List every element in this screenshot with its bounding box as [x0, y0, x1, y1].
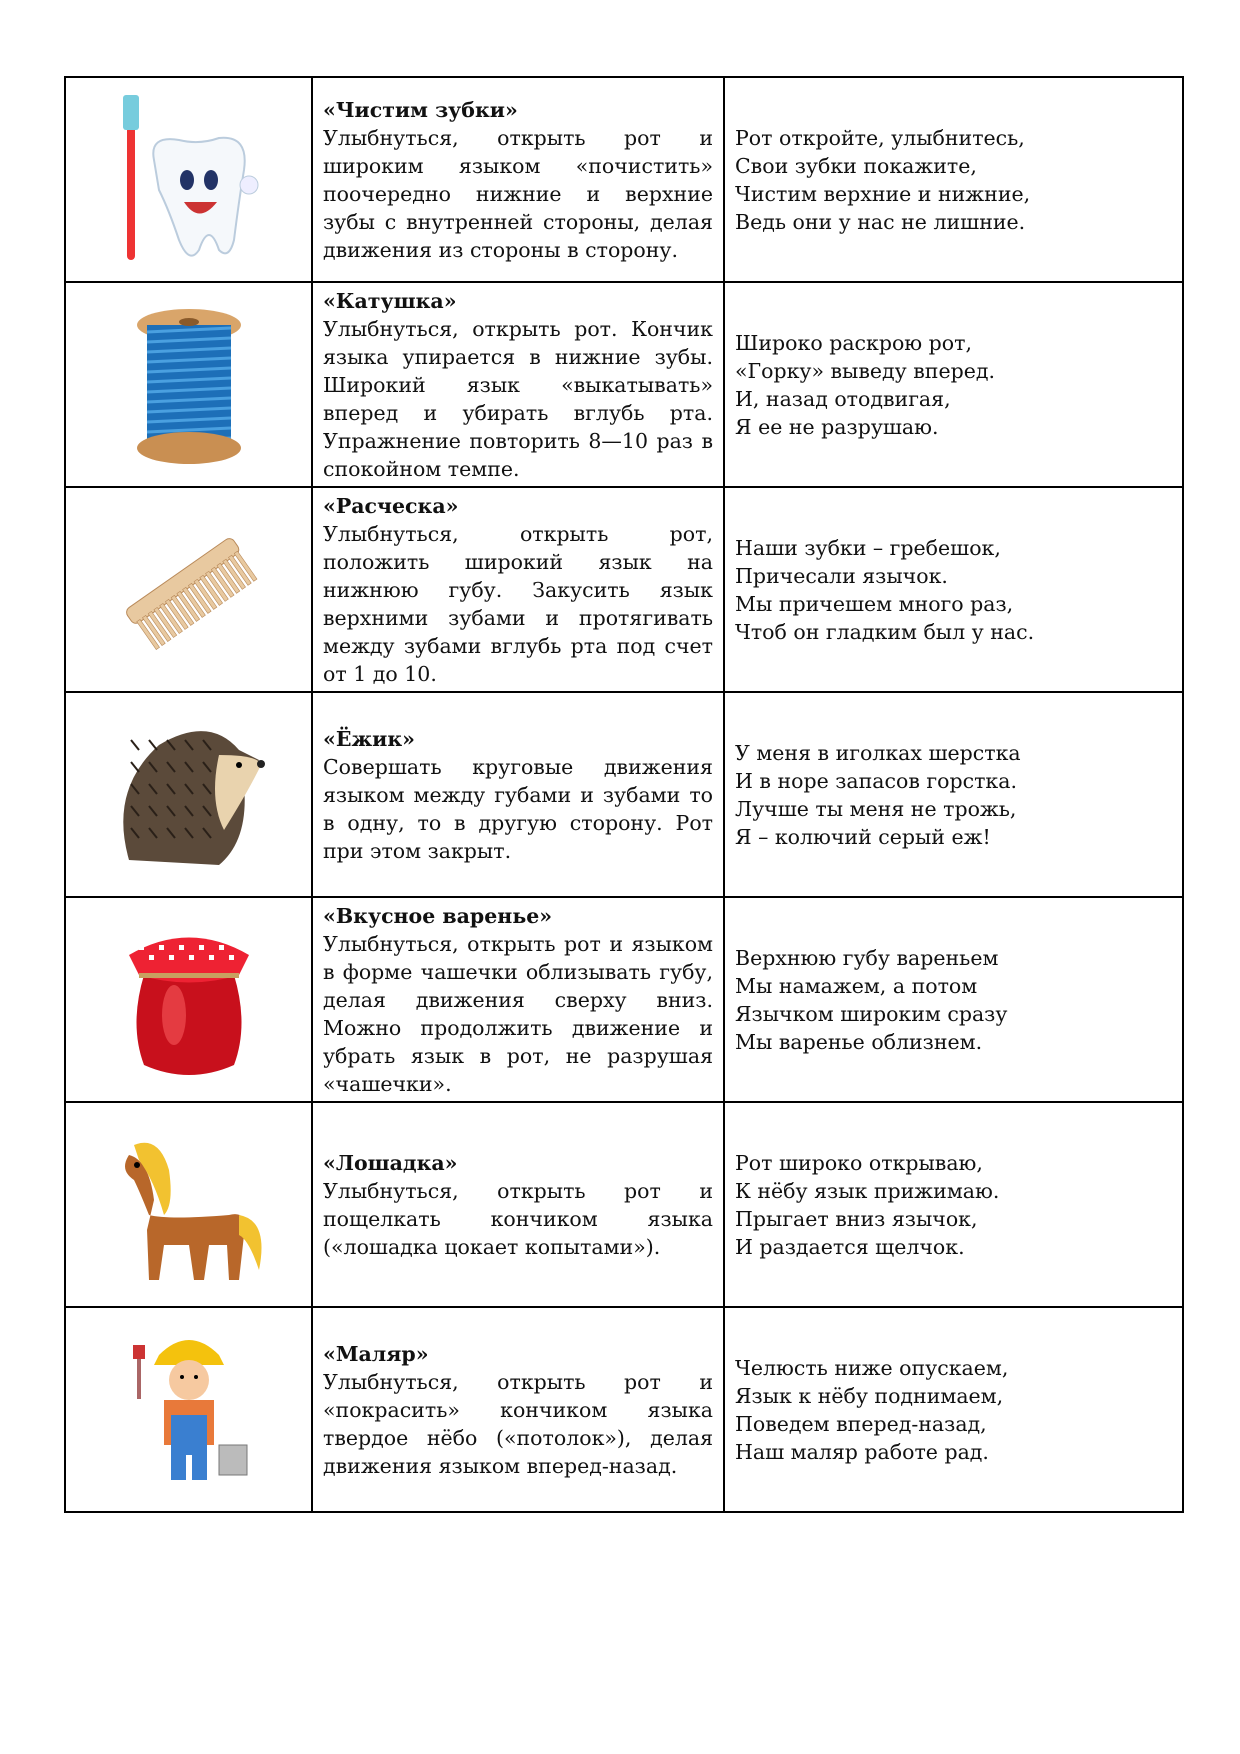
poem-line: Рот широко открываю,	[735, 1150, 983, 1175]
table-row	[65, 692, 1183, 897]
description-cell	[312, 1102, 724, 1307]
exercise-description: Улыбнуться, открыть рот и широким языком «почистить» поочередно нижние и верхние зубы с внутренней стороны, делая движения из стороны в сторону.	[323, 125, 713, 262]
illustration-cell	[65, 487, 312, 692]
description-cell	[312, 282, 724, 487]
poem-line: Поведем вперед-назад,	[735, 1411, 987, 1436]
illustration-cell	[65, 282, 312, 487]
poem-cell	[724, 282, 1183, 487]
poem-cell	[724, 897, 1183, 1102]
tooth-with-toothbrush-icon	[66, 90, 311, 270]
exercise-title: «Катушка»	[323, 288, 457, 313]
poem-line: «Горку» выведу вперед.	[735, 358, 995, 383]
thread-spool-icon	[66, 300, 311, 470]
painter-icon	[66, 1325, 311, 1495]
poem-line: Мы намажем, а потом	[735, 973, 978, 998]
poem-cell	[724, 692, 1183, 897]
poem-line: И в норе запасов горстка.	[735, 768, 1017, 793]
illustration-cell	[65, 692, 312, 897]
illustration-cell	[65, 1102, 312, 1307]
exercise-title: «Ёжик»	[323, 726, 415, 751]
poem-line: Язычком широким сразу	[735, 1001, 1008, 1026]
description-cell	[312, 77, 724, 282]
exercise-description: Улыбнуться, открыть рот. Кончик языка упирается в нижние зубы. Широкий язык «выкатывать» вперед и убирать вглубь рта. Упражнение повторить 8—10 раз в спокойном темпе.	[323, 316, 713, 481]
poem-line: Мы причешем много раз,	[735, 591, 1014, 616]
poem-line: Причесали язычок.	[735, 563, 948, 588]
exercise-description: Улыбнуться, открыть рот и языком в форме чашечки облизывать губу, делая движения сверху вниз. Можно продолжить движение и убрать язык в рот, не разрушая «чашечки».	[323, 931, 713, 1096]
poem-line: Прыгает вниз язычок,	[735, 1206, 978, 1231]
poem-cell	[724, 77, 1183, 282]
poem-line: Широко раскрою рот,	[735, 330, 972, 355]
exercise-description: Улыбнуться, открыть рот, положить широкий язык на нижнюю губу. Закусить язык верхними зубами и протягивать между зубами вглубь рта под счет от 1 до 10.	[323, 521, 713, 686]
exercise-title: «Вкусное варенье»	[323, 903, 553, 928]
poem-line: Свои зубки покажите,	[735, 153, 977, 178]
description-cell	[312, 692, 724, 897]
exercise-title: «Чистим зубки»	[323, 97, 518, 122]
exercise-title: «Лошадка»	[323, 1150, 458, 1175]
description-cell	[312, 897, 724, 1102]
hedgehog-icon	[66, 710, 311, 880]
table-row	[65, 282, 1183, 487]
poem-line: Челюсть ниже опускаем,	[735, 1355, 1009, 1380]
poem-cell	[724, 1102, 1183, 1307]
poem-line: И, назад отодвигая,	[735, 386, 951, 411]
poem-line: Чистим верхние и нижние,	[735, 181, 1031, 206]
table-row	[65, 1102, 1183, 1307]
table-row	[65, 487, 1183, 692]
poem-line: У меня в иголках шерстка	[735, 740, 1021, 765]
exercise-description: Улыбнуться, открыть рот и «покрасить» кончиком языка твердое нёбо («потолок»), делая движения языком вперед-назад.	[323, 1369, 713, 1478]
description-cell	[312, 1307, 724, 1512]
poem-line: Я – колючий серый еж!	[735, 824, 991, 849]
poem-line: Мы варенье облизнем.	[735, 1029, 983, 1054]
poem-line: Верхнюю губу вареньем	[735, 945, 999, 970]
exercise-description: Улыбнуться, открыть рот и пощелкать кончиком языка («лошадка цокает копытами»).	[323, 1178, 713, 1259]
exercise-description: Совершать круговые движения языком между губами и зубами то в одну, то в другую сторону. Рот при этом закрыт.	[323, 754, 713, 863]
poem-line: Я ее не разрушаю.	[735, 414, 939, 439]
poem-cell	[724, 487, 1183, 692]
poem-line: К нёбу язык прижимаю.	[735, 1178, 1000, 1203]
illustration-cell	[65, 77, 312, 282]
poem-line: Чтоб он гладким был у нас.	[735, 619, 1035, 644]
exercise-title: «Маляр»	[323, 1341, 429, 1366]
illustration-cell	[65, 897, 312, 1102]
poem-line: Рот откройте, улыбнитесь,	[735, 125, 1025, 150]
poem-cell	[724, 1307, 1183, 1512]
horse-icon	[66, 1120, 311, 1290]
poem-line: Язык к нёбу поднимаем,	[735, 1383, 1004, 1408]
table-row	[65, 1307, 1183, 1512]
description-cell	[312, 487, 724, 692]
poem-line: Ведь они у нас не лишние.	[735, 209, 1026, 234]
exercise-table	[64, 76, 1184, 1513]
table-row	[65, 77, 1183, 282]
table-row	[65, 897, 1183, 1102]
poem-line: Наши зубки – гребешок,	[735, 535, 1001, 560]
poem-line: Лучше ты меня не трожь,	[735, 796, 1017, 821]
poem-line: Наш маляр работе рад.	[735, 1439, 989, 1464]
jam-jar-icon	[66, 915, 311, 1085]
exercise-title: «Расческа»	[323, 493, 459, 518]
comb-icon	[66, 520, 311, 660]
poem-line: И раздается щелчок.	[735, 1234, 965, 1259]
illustration-cell	[65, 1307, 312, 1512]
